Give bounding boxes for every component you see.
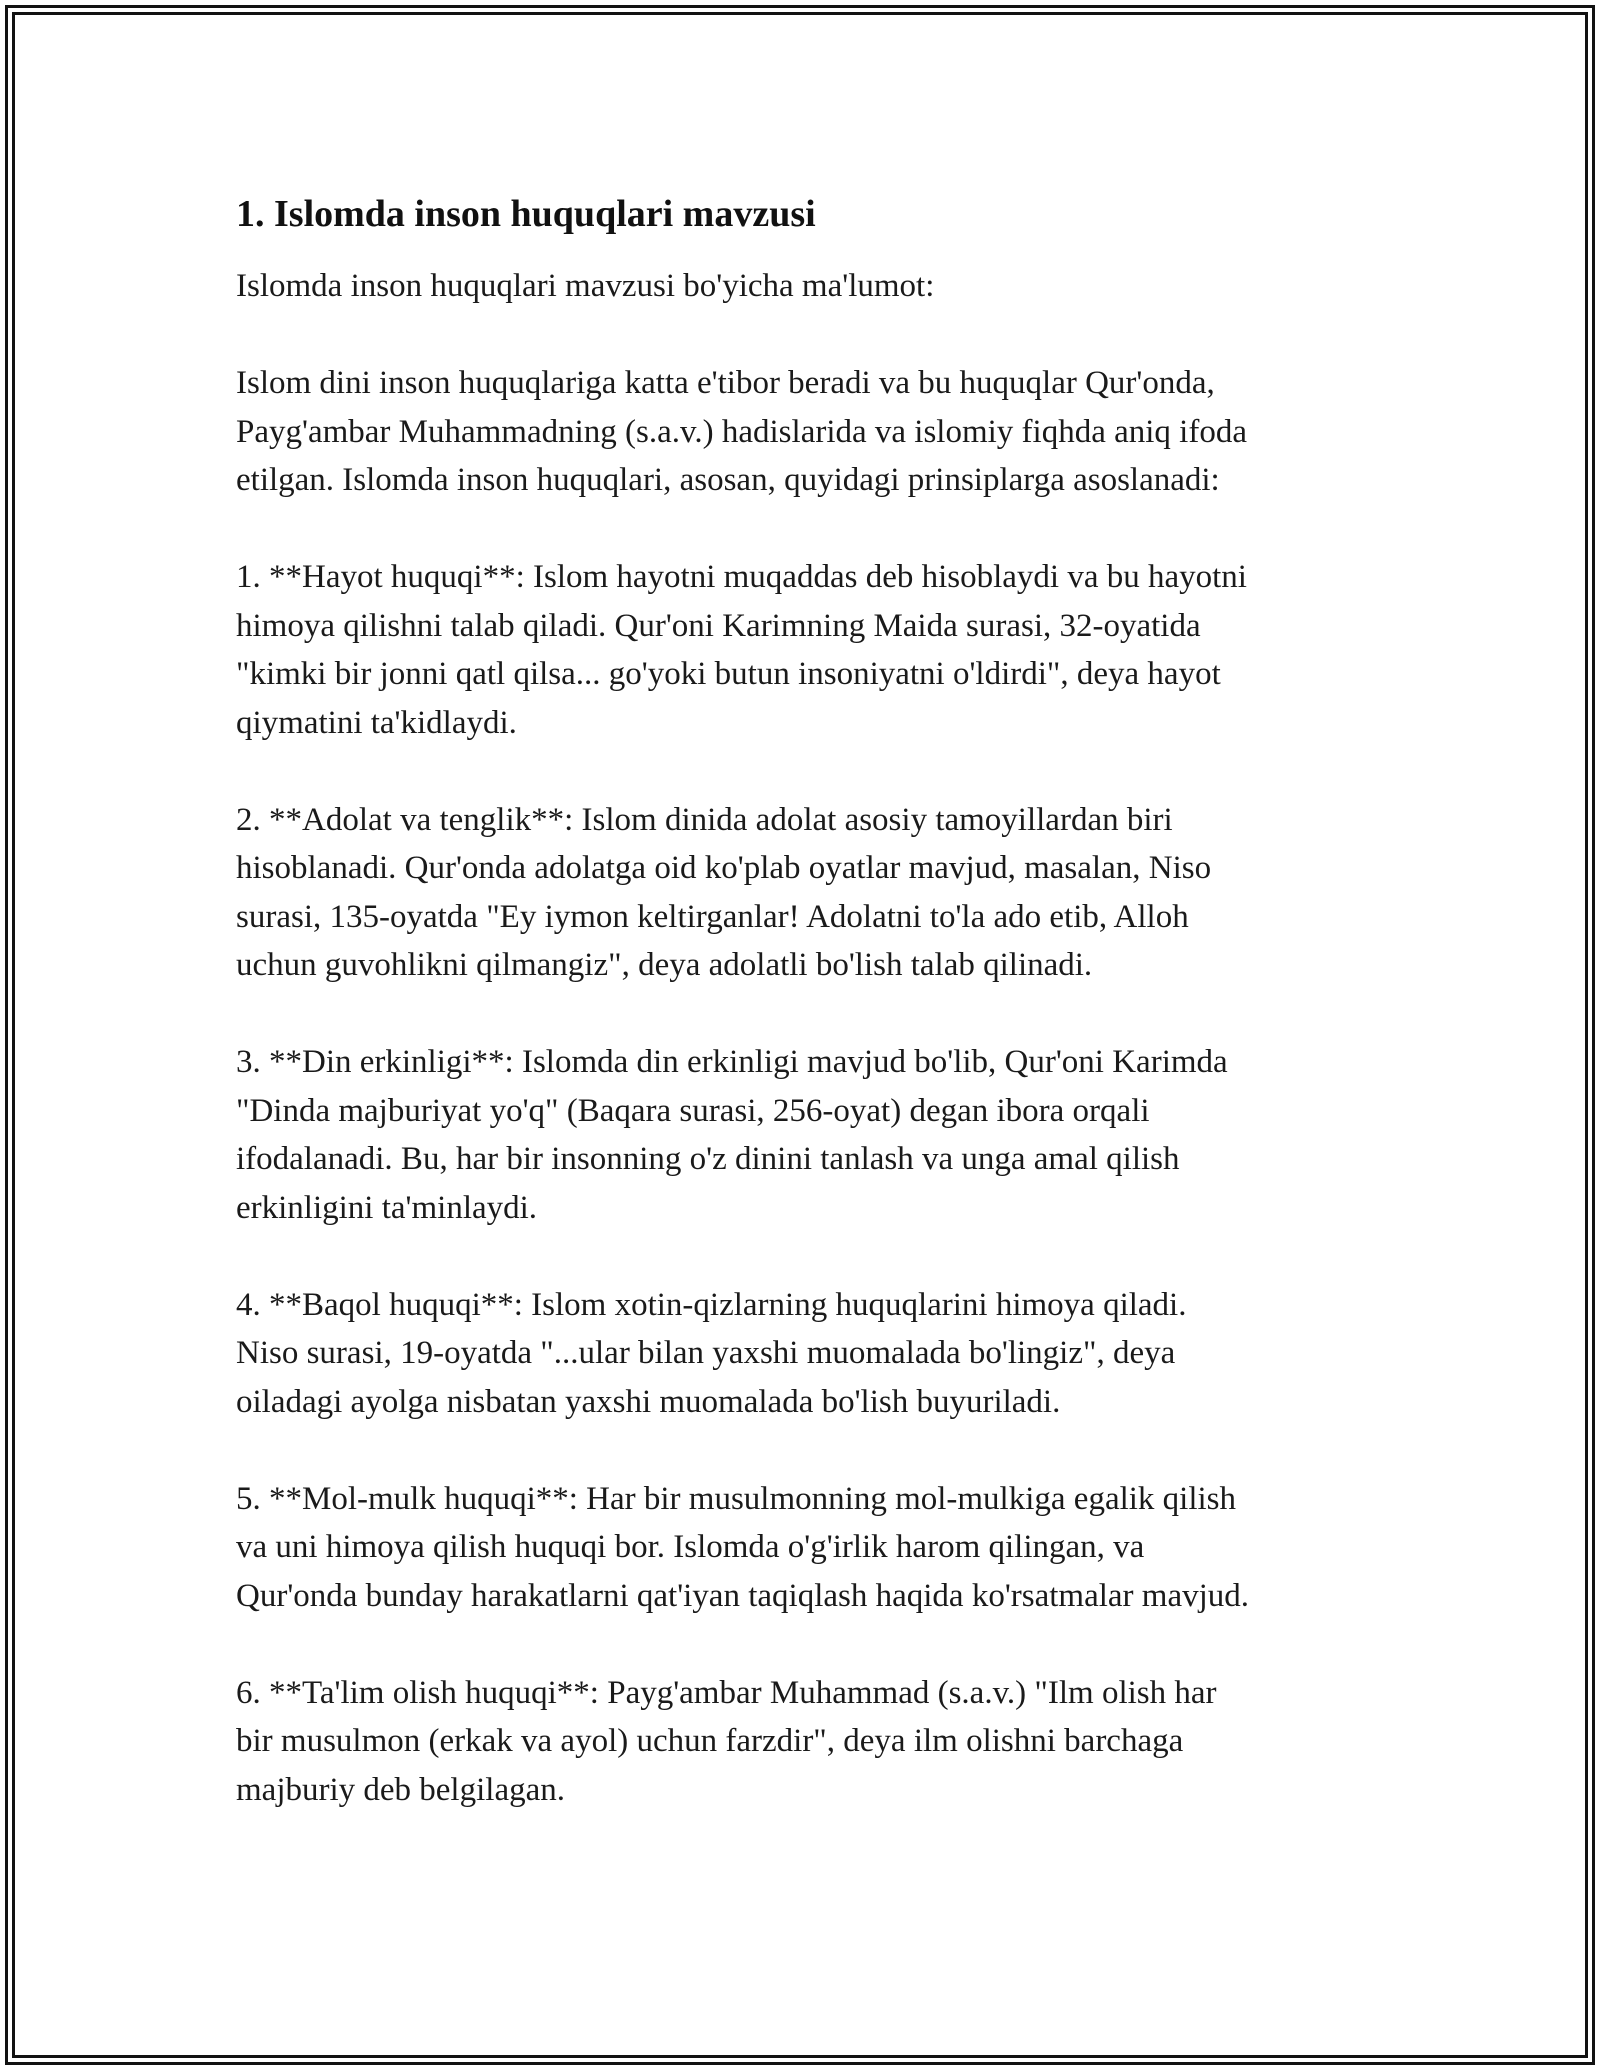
paragraph-property-rights: 5. **Mol-mulk huquqi**: Har bir musulmonning mol-mulkiga egalik qilish va uni himoya qilish huquqi bor. Islomda o'g'irlik harom qilingan, va Qur'onda bunday harakatlarni qat'iyan taqiqlash haqida ko'rsatmalar mavjud.	[236, 1480, 1250, 1614]
paragraph-right-to-life: 1. **Hayot huquqi**: Islom hayotni muqaddas deb hisoblaydi va bu hayotni himoya qilishni talab qiladi. Qur'oni Karimning Maida surasi, 32-oyatida "kimki bir jonni qatl qilsa... go'yoki butun insoniyatni o'ldirdi", deya hayot qiymatini ta'kidlaydi.	[236, 559, 1247, 741]
document-body	[236, 186, 1366, 1863]
intro-paragraph: Islomda inson huquqlari mavzusi bo'yicha ma'lumot:	[236, 268, 935, 304]
paragraph-womens-rights: 4. **Baqol huquqi**: Islom xotin-qizlarning huquqlarini himoya qiladi. Niso surasi, 19-oyatda "...ular bilan yaxshi muomalada bo'lingiz", deya oiladagi ayolga nisbatan yaxshi muomalada bo'lish buyuriladi.	[236, 1286, 1187, 1420]
paragraph-justice-equality: 2. **Adolat va tenglik**: Islom dinida adolat asosiy tamoyillardan biri hisoblanadi. Qur'onda adolatga oid ko'plab oyatlar mavjud, masalan, Niso surasi, 135-oyatda "Ey iymon keltirganlar! Adolatni to'la ado etib, Alloh uchun guvohlikni qilmangiz", deya adolatli bo'lish talab qilinadi.	[236, 801, 1212, 983]
paragraph-right-to-education: 6. **Ta'lim olish huquqi**: Payg'ambar Muhammad (s.a.v.) "Ilm olish har bir musulmon (erkak va ayol) uchun farzdir", deya ilm olishni barchaga majburiy deb belgilagan.	[236, 1674, 1217, 1808]
paragraph-overview: Islom dini inson huquqlariga katta e'tibor beradi va bu huquqlar Qur'onda, Payg'ambar Muhammadning (s.a.v.) hadislarida va islomiy fiqhda aniq ifoda etilgan. Islomda inson huquqlari, asosan, quyidagi prinsiplarga asoslanadi:	[236, 365, 1247, 498]
document-title: 1. Islomda inson huquqlari mavzusi	[236, 193, 816, 235]
paragraph-freedom-of-religion: 3. **Din erkinligi**: Islomda din erkinligi mavjud bo'lib, Qur'oni Karimda "Dinda majburiyat yo'q" (Baqara surasi, 256-oyat) degan ibora orqali ifodalanadi. Bu, har bir insonning o'z dinini tanlash va unga amal qilish erkinligini ta'minlaydi.	[236, 1044, 1228, 1226]
